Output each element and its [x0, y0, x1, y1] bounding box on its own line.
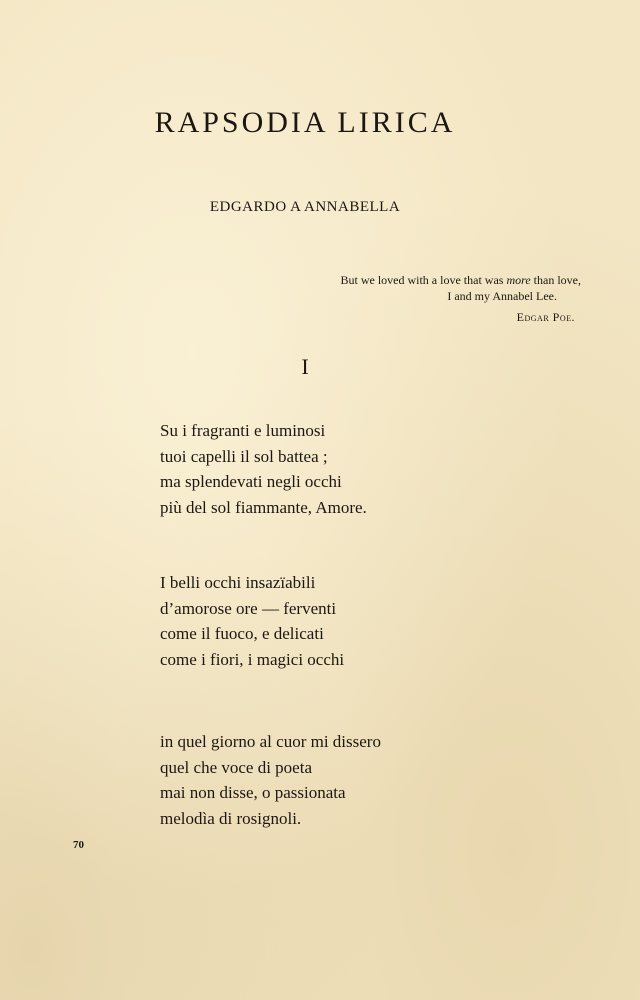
verse-line: d’amorose ore — ferventi — [160, 598, 337, 618]
stanza-2 — [160, 570, 490, 672]
verse-line: ma splendevati negli occhi — [160, 472, 342, 491]
poem-subtitle: EDGARDO A ANNABELLA — [209, 199, 401, 215]
epigraph-author: Edgar Poe. — [516, 310, 575, 324]
verse-line: Su i fragranti e luminosi — [160, 421, 326, 440]
verse-line: mai non disse, o passionata — [160, 783, 346, 802]
stanza-1 — [160, 418, 490, 520]
page-title: RAPSODIA LIRICA — [154, 106, 456, 139]
epigraph — [221, 272, 581, 325]
verse-line: come il fuoco, e delicati — [160, 624, 324, 643]
show-through-text — [300, 150, 304, 175]
epigraph-line-2: I and my Annabel Lee. — [447, 289, 557, 303]
page-number: 70 — [73, 839, 84, 851]
verse-line: I belli occhi insazïabili — [160, 573, 316, 592]
verse-line: come i fiori, i magici occhi — [160, 649, 345, 669]
verse-line: melodìa di rosignoli. — [160, 808, 302, 828]
verse-line: quel che voce di poeta — [160, 757, 312, 777]
verse-line: in quel giorno al cuor mi dissero — [160, 732, 381, 751]
verse-line: tuoi capelli il sol battea ; — [160, 446, 328, 466]
epigraph-emphasis: more — [506, 273, 531, 287]
verse-line: più del sol fiammante, Amore. — [160, 497, 367, 517]
epigraph-line-1: But we loved with a love that was more than love, — [340, 273, 581, 287]
stanza-3 — [160, 729, 490, 831]
section-numeral: I — [301, 354, 309, 379]
